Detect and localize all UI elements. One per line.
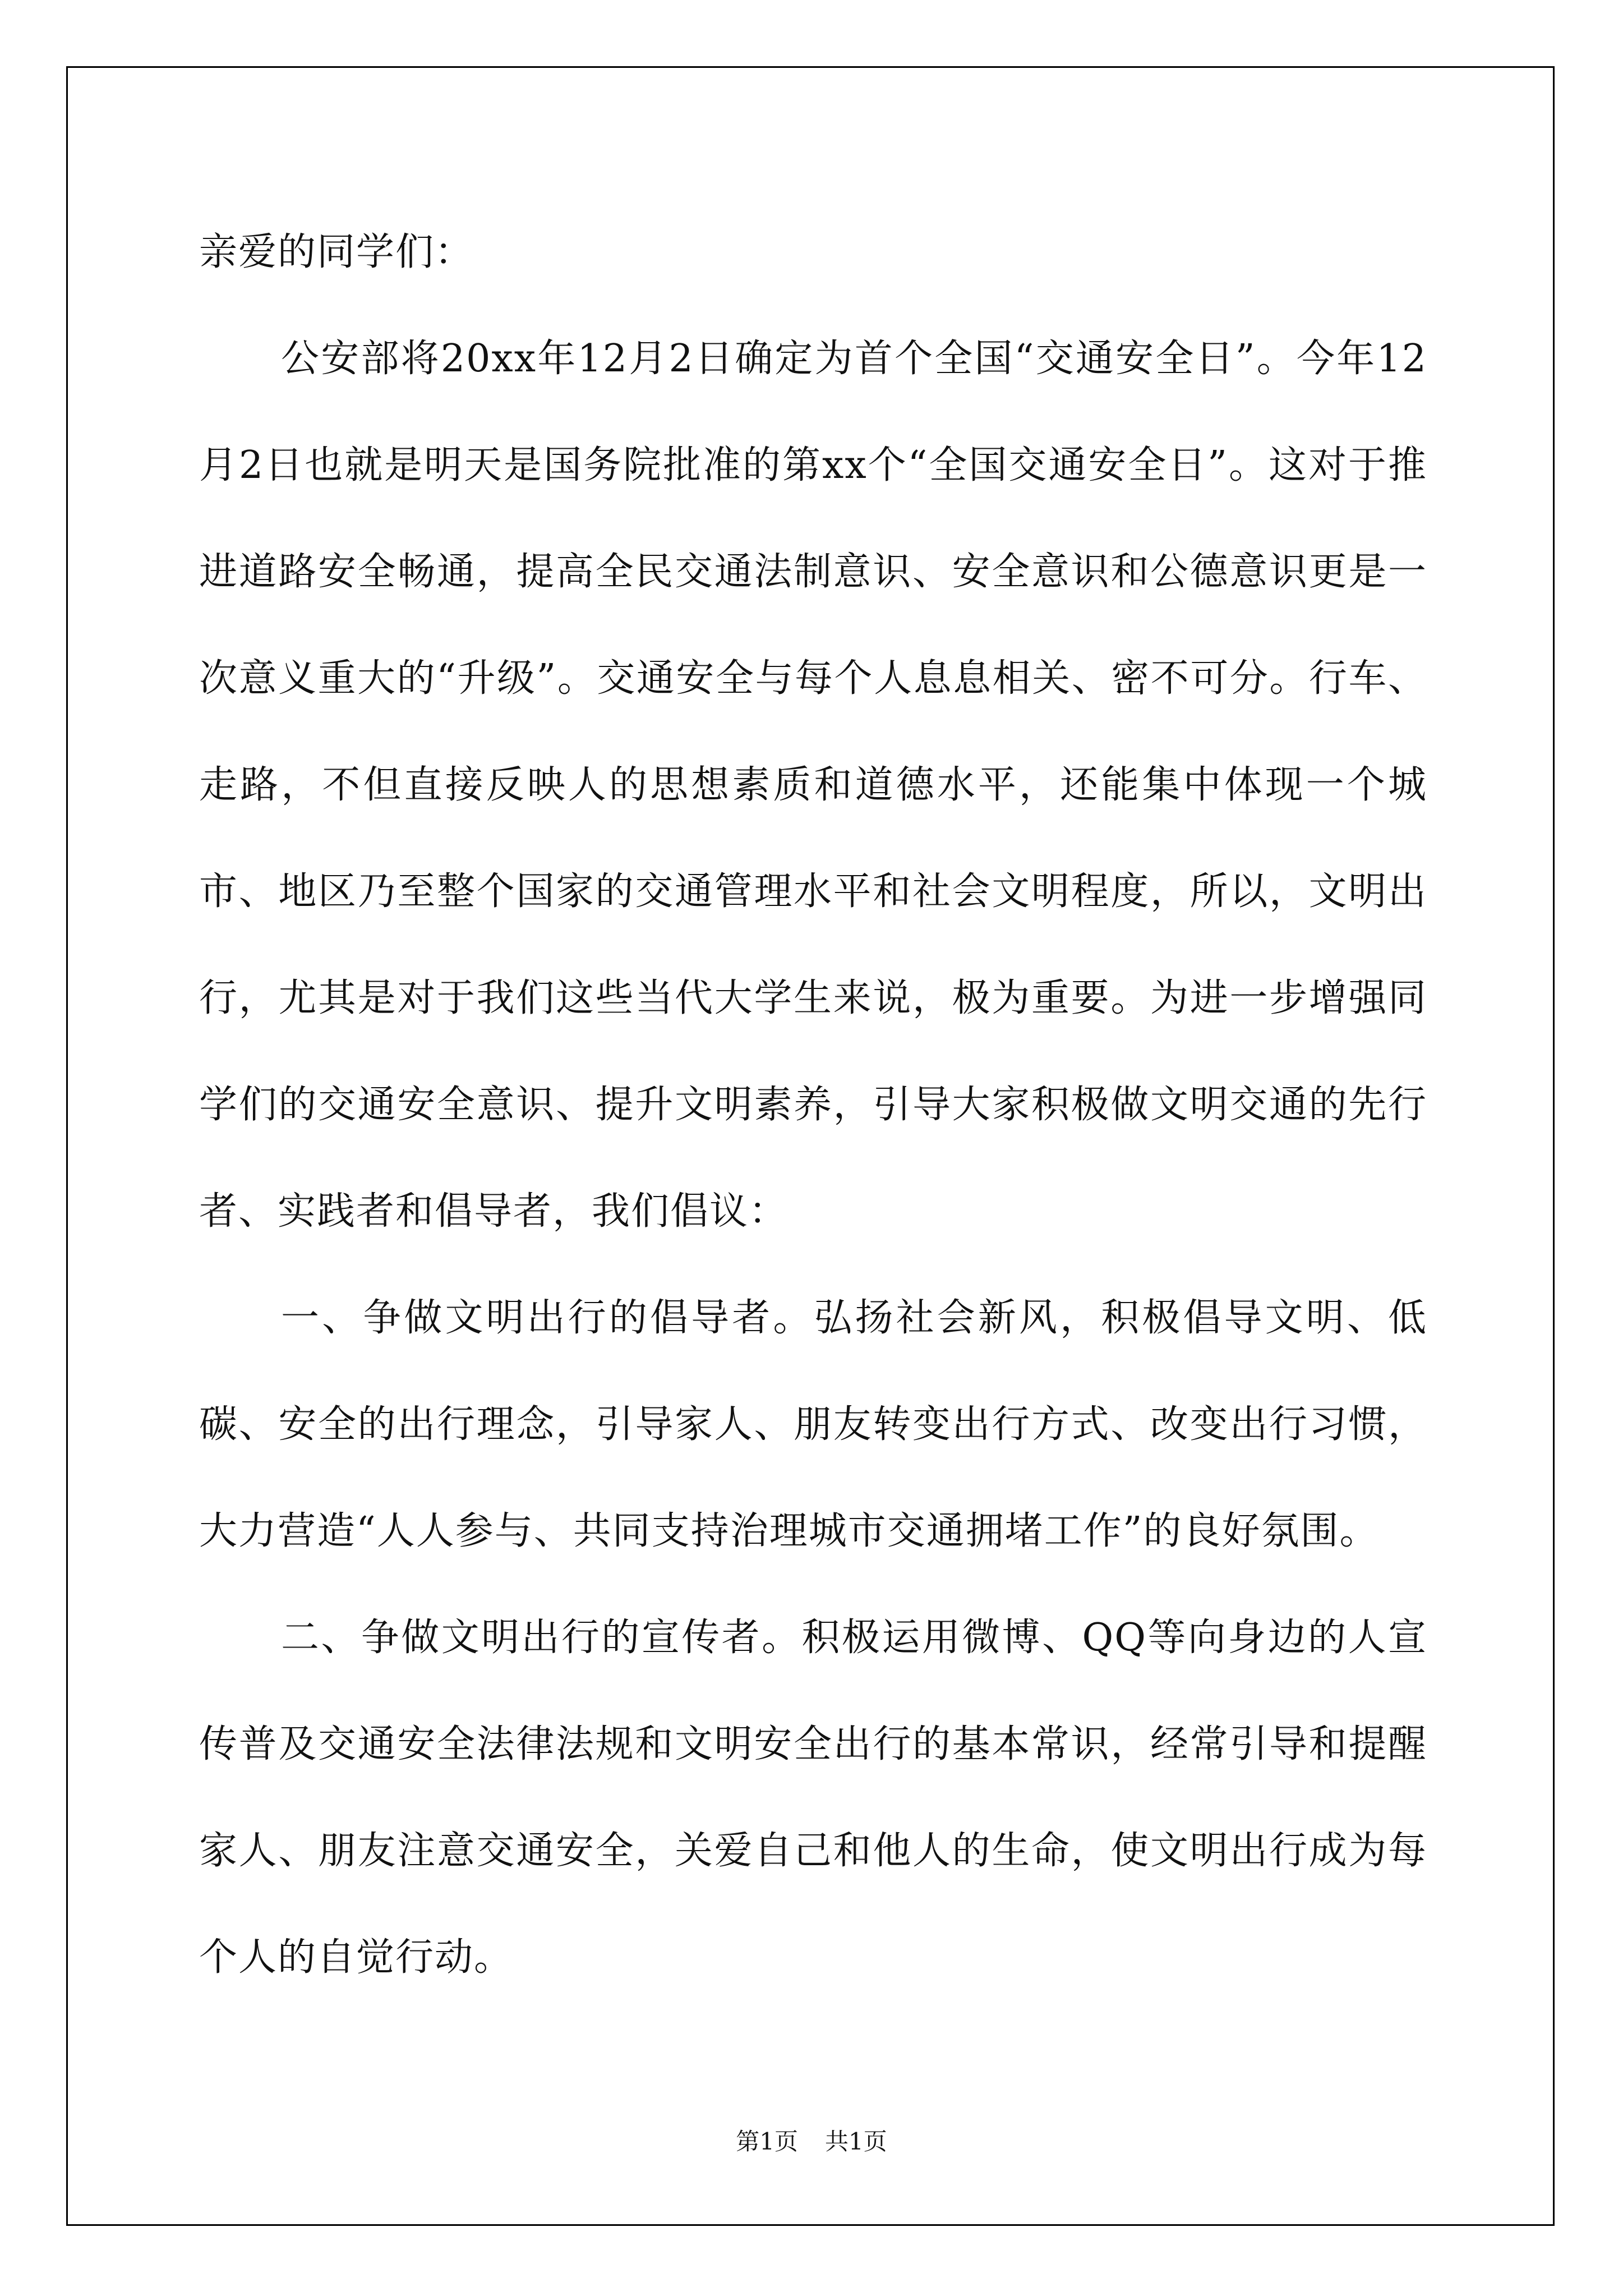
page-total: 共1页 [825, 2128, 887, 2155]
paragraph-proposal-one: 一、争做文明出行的倡导者。弘扬社会新风，积极倡导文明、低碳、安全的出行理念，引导家人、朋友转变出行方式、改变出行习惯，大力营造“人人参与、共同支持治理城市交通拥堵工作”的良好氛围。 [199, 1296, 1427, 1553]
salutation: 亲爱的同学们： [199, 230, 474, 274]
paragraph-intro: 公安部将20xx年12月2日确定为首个全国“交通安全日”。今年12月2日也就是明天是国务院批准的第xx个“全国交通安全日”。这对于推进道路安全畅通，提高全民交通法制意识、安全意识和公德意识更是一次意义重大的“升级”。交通安全与每个人息息相关、密不可分。行车、走路，不但直接反映人的思想素质和道德水平，还能集中体现一个城市、地区乃至整个国家的交通管理水平和社会文明程度，所以，文明出行，尤其是对于我们这些当代大学生来说，极为重要。为进一步增强同学们的交通安全意识、提升文明素养，引导大家积极做文明交通的先行者、实践者和倡导者，我们倡议： [199, 337, 1427, 1234]
page-number: 第1页 [736, 2128, 798, 2155]
paragraph-proposal-two: 二、争做文明出行的宣传者。积极运用微博、QQ等向身边的人宣传普及交通安全法律法规和文明安全出行的基本常识，经常引导和提醒家人、朋友注意交通安全，关爱自己和他人的生命，使文明出行成为每个人的自觉行动。 [199, 1616, 1427, 1980]
document-body [199, 199, 1427, 2011]
page-footer [0, 2123, 1623, 2157]
